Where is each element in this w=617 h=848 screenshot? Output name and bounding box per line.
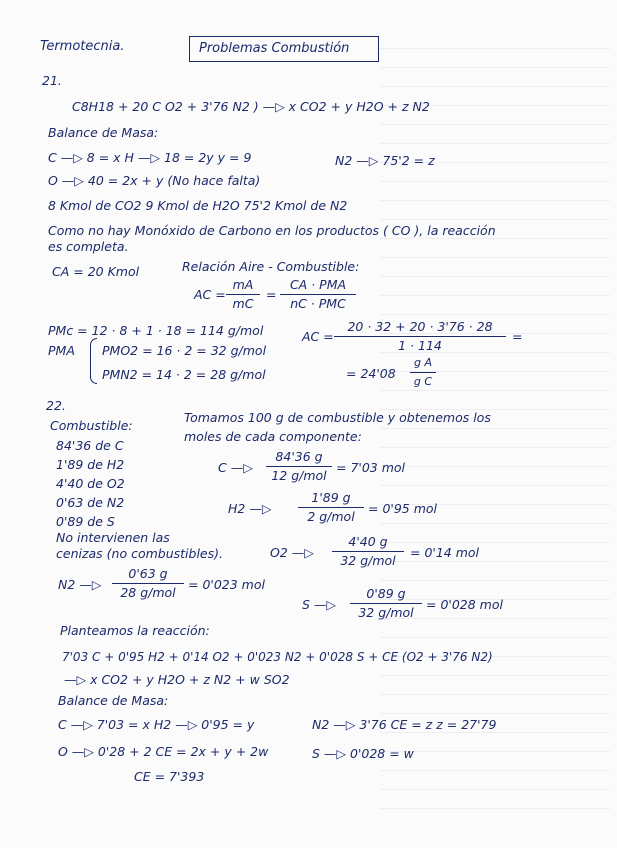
balance-o: O —▷ 0'28 + 2 CE = 2x + y + 2w <box>58 744 269 759</box>
ac-mass-denominator: mC <box>232 296 254 311</box>
carbon-mass: 84'36 g <box>266 450 332 467</box>
problem-22-number: 22. <box>46 398 66 413</box>
balance-c-h: C —▷ 7'03 = x H2 —▷ 0'95 = y <box>58 717 255 732</box>
balance-s: S —▷ 0'028 = w <box>312 746 414 761</box>
nitrogen-label: N2 —▷ <box>58 577 102 592</box>
ac-calc-label: AC = <box>302 329 334 344</box>
ac-fraction-moles <box>280 278 356 311</box>
oxygen-moles: = 0'14 mol <box>410 545 480 560</box>
ac-result-unit-den: g C <box>413 375 433 388</box>
pm-fuel: PMc = 12 · 8 + 1 · 18 = 114 g/mol <box>48 323 264 338</box>
sulfur-fraction <box>350 587 422 620</box>
ac-moles-numerator: CA · PMA <box>280 278 356 295</box>
reaction-line-1: 7'03 C + 0'95 H2 + 0'14 O2 + 0'023 N2 + 0'028 S + CE (O2 + 3'76 N2) <box>62 650 493 664</box>
fuel-component: 0'89 de S <box>56 514 115 529</box>
reaction-equation: C8H18 + 20 C O2 + 3'76 N2 ) —▷ x CO2 + y H2O + z N2 <box>72 99 430 114</box>
oxygen-label: O2 —▷ <box>270 545 314 560</box>
ac-equals: = <box>266 287 277 302</box>
hydrogen-moles: = 0'95 mol <box>368 501 438 516</box>
ash-note-2: cenizas (no combustibles). <box>56 546 223 561</box>
sulfur-label: S —▷ <box>302 597 337 612</box>
ac-result: = 24'08 <box>346 366 396 381</box>
mass-balance-label: Balance de Masa: <box>48 125 159 140</box>
ac-fraction-mass <box>226 278 260 311</box>
oxygen-molar-mass: 32 g/mol <box>340 553 396 568</box>
balance-nitrogen: N2 —▷ 75'2 = z <box>335 153 435 168</box>
title-box <box>189 36 379 62</box>
intro-line-1: Tomamos 100 g de combustible y obtenemos los <box>184 410 491 425</box>
ac-calc-equals: = <box>512 329 523 344</box>
nitrogen-fraction <box>112 567 184 600</box>
ac-calc-numerator: 20 · 32 + 20 · 3'76 · 28 <box>334 320 506 337</box>
reaction-heading: Planteamos la reacción: <box>60 623 210 638</box>
fuel-component: 84'36 de C <box>56 438 124 453</box>
ac-moles-denominator: nC · PMC <box>290 296 346 311</box>
ac-result-unit-num: g A <box>410 356 436 373</box>
carbon-moles: = 7'03 mol <box>336 460 406 475</box>
nitrogen-mass: 0'63 g <box>112 567 184 584</box>
comment-line-2: es completa. <box>48 239 129 254</box>
ac-calc-fraction <box>334 320 506 353</box>
fuel-label: Combustible: <box>50 418 133 433</box>
comment-line-1: Como no hay Monóxido de Carbono en los productos ( CO ), la reacción <box>48 223 496 238</box>
balance-oxygen: O —▷ 40 = 2x + y (No hace falta) <box>48 173 261 188</box>
ac-mass-numerator: mA <box>226 278 260 295</box>
nitrogen-molar-mass: 28 g/mol <box>120 585 176 600</box>
ratio-title: Relación Aire - Combustible: <box>182 259 360 274</box>
products-summary: 8 Kmol de CO2 9 Kmol de H2O 75'2 Kmol de N2 <box>48 198 348 213</box>
hydrogen-mass: 1'89 g <box>298 491 364 508</box>
subject-heading: Termotecnia. <box>40 39 125 54</box>
ac-calc-denominator: 1 · 114 <box>398 338 442 353</box>
intro-line-2: moles de cada componente: <box>184 429 362 444</box>
carbon-molar-mass: 12 g/mol <box>271 468 327 483</box>
reaction-line-2: —▷ x CO2 + y H2O + z N2 + w SO2 <box>64 672 290 687</box>
sulfur-molar-mass: 32 g/mol <box>358 605 414 620</box>
pm-air-label: PMA <box>48 343 75 358</box>
ac-result-units <box>410 356 436 389</box>
pm-oxygen: PMO2 = 16 · 2 = 32 g/mol <box>102 343 267 358</box>
fuel-component: 4'40 de O2 <box>56 476 125 491</box>
bleed-through-background <box>380 30 610 820</box>
sulfur-mass: 0'89 g <box>350 587 422 604</box>
balance-carbon-hydrogen: C —▷ 8 = x H —▷ 18 = 2y y = 9 <box>48 150 252 165</box>
balance-n: N2 —▷ 3'76 CE = z z = 27'79 <box>312 717 497 732</box>
hydrogen-molar-mass: 2 g/mol <box>307 509 355 524</box>
problem-21-number: 21. <box>42 73 62 88</box>
fuel-component: 1'89 de H2 <box>56 457 125 472</box>
ce-result: CE = 7'393 <box>134 769 205 784</box>
pm-nitrogen: PMN2 = 14 · 2 = 28 g/mol <box>102 367 266 382</box>
ac-label: AC = <box>194 287 226 302</box>
page-title: Problemas Combustión <box>199 41 350 56</box>
fuel-component: 0'63 de N2 <box>56 495 125 510</box>
hydrogen-fraction <box>298 491 364 524</box>
carbon-label: C —▷ <box>218 460 253 475</box>
carbon-fraction <box>266 450 332 483</box>
ash-note-1: No intervienen las <box>56 530 170 545</box>
oxygen-fraction <box>332 535 404 568</box>
oxygen-mass: 4'40 g <box>332 535 404 552</box>
nitrogen-moles: = 0'023 mol <box>188 577 265 592</box>
hydrogen-label: H2 —▷ <box>228 501 272 516</box>
pm-air-bracket <box>90 338 97 384</box>
air-moles: CA = 20 Kmol <box>52 264 140 279</box>
mass-balance-heading: Balance de Masa: <box>58 693 169 708</box>
sulfur-moles: = 0'028 mol <box>426 597 503 612</box>
